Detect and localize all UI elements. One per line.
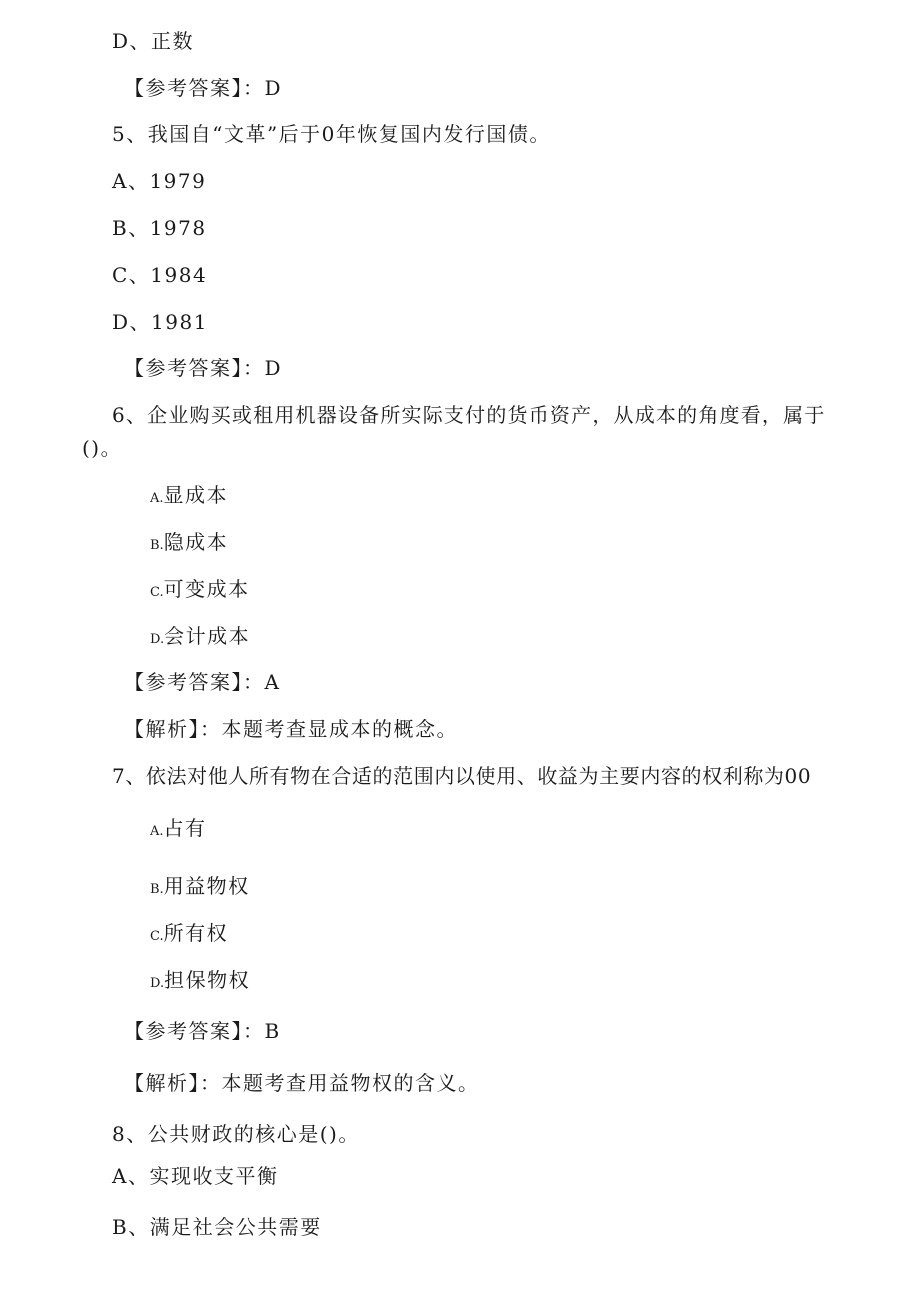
q6-question-line1: 6、企业购买或租用机器设备所实际支付的货币资产，从成本的角度看，属于 — [112, 403, 826, 427]
q7-answer: 【参考答案】：B — [124, 1019, 281, 1043]
q5-option-d: D、1981 — [112, 310, 208, 334]
q6-option-a — [150, 483, 228, 511]
q5-option-a: A、1979 — [112, 169, 207, 193]
q7-option-b-letter: B. — [150, 882, 164, 897]
q8-option-a: A、实现收支平衡 — [112, 1164, 279, 1188]
q6-option-d-text: 会计成本 — [164, 624, 251, 648]
q6-analysis: 【解析】：本题考查显成本的概念。 — [124, 717, 458, 741]
q6-option-a-letter: A. — [150, 491, 164, 506]
q7-option-c-letter: C. — [150, 929, 164, 944]
q7-option-d-letter: D. — [150, 976, 165, 991]
q4-answer: 【参考答案】：D — [124, 76, 283, 100]
q7-option-a-letter: A. — [150, 824, 164, 839]
q5-answer: 【参考答案】：D — [124, 356, 283, 380]
q7-option-a-text: 占有 — [163, 816, 207, 840]
q6-option-b — [150, 530, 228, 558]
q5-question: 5、我国自“文革”后于0年恢复国内发行国债。 — [112, 122, 551, 146]
q6-option-a-text: 显成本 — [163, 483, 229, 507]
q7-option-c — [150, 921, 228, 949]
q6-option-b-letter: B. — [150, 538, 164, 553]
q8-question: 8、公共财政的核心是()。 — [112, 1122, 360, 1146]
q7-option-d-text: 担保物权 — [164, 968, 251, 992]
q7-option-b — [150, 874, 250, 902]
q6-answer: 【参考答案】：A — [124, 670, 281, 694]
q6-option-b-text: 隐成本 — [163, 530, 229, 554]
q8-option-b: B、满足社会公共需要 — [112, 1215, 322, 1239]
q5-option-b: B、1978 — [112, 216, 207, 240]
q7-option-b-text: 用益物权 — [163, 874, 250, 898]
q5-option-c: C、1984 — [112, 263, 208, 287]
q6-option-d — [150, 624, 250, 652]
q6-question-line2: ()。 — [82, 436, 123, 460]
q4-option-d: D、正数 — [112, 29, 195, 53]
q7-option-d — [150, 968, 250, 996]
q6-option-c-text: 可变成本 — [163, 577, 250, 601]
q7-option-a — [150, 816, 207, 844]
q6-option-c-letter: C. — [150, 585, 164, 600]
q6-option-d-letter: D. — [150, 632, 165, 647]
q7-option-c-text: 所有权 — [163, 921, 229, 945]
q7-question: 7、依法对他人所有物在合适的范围内以使用、收益为主要内容的权利称为00 — [112, 764, 812, 788]
q7-analysis: 【解析】：本题考查用益物权的含义。 — [124, 1071, 480, 1095]
q6-option-c — [150, 577, 250, 605]
